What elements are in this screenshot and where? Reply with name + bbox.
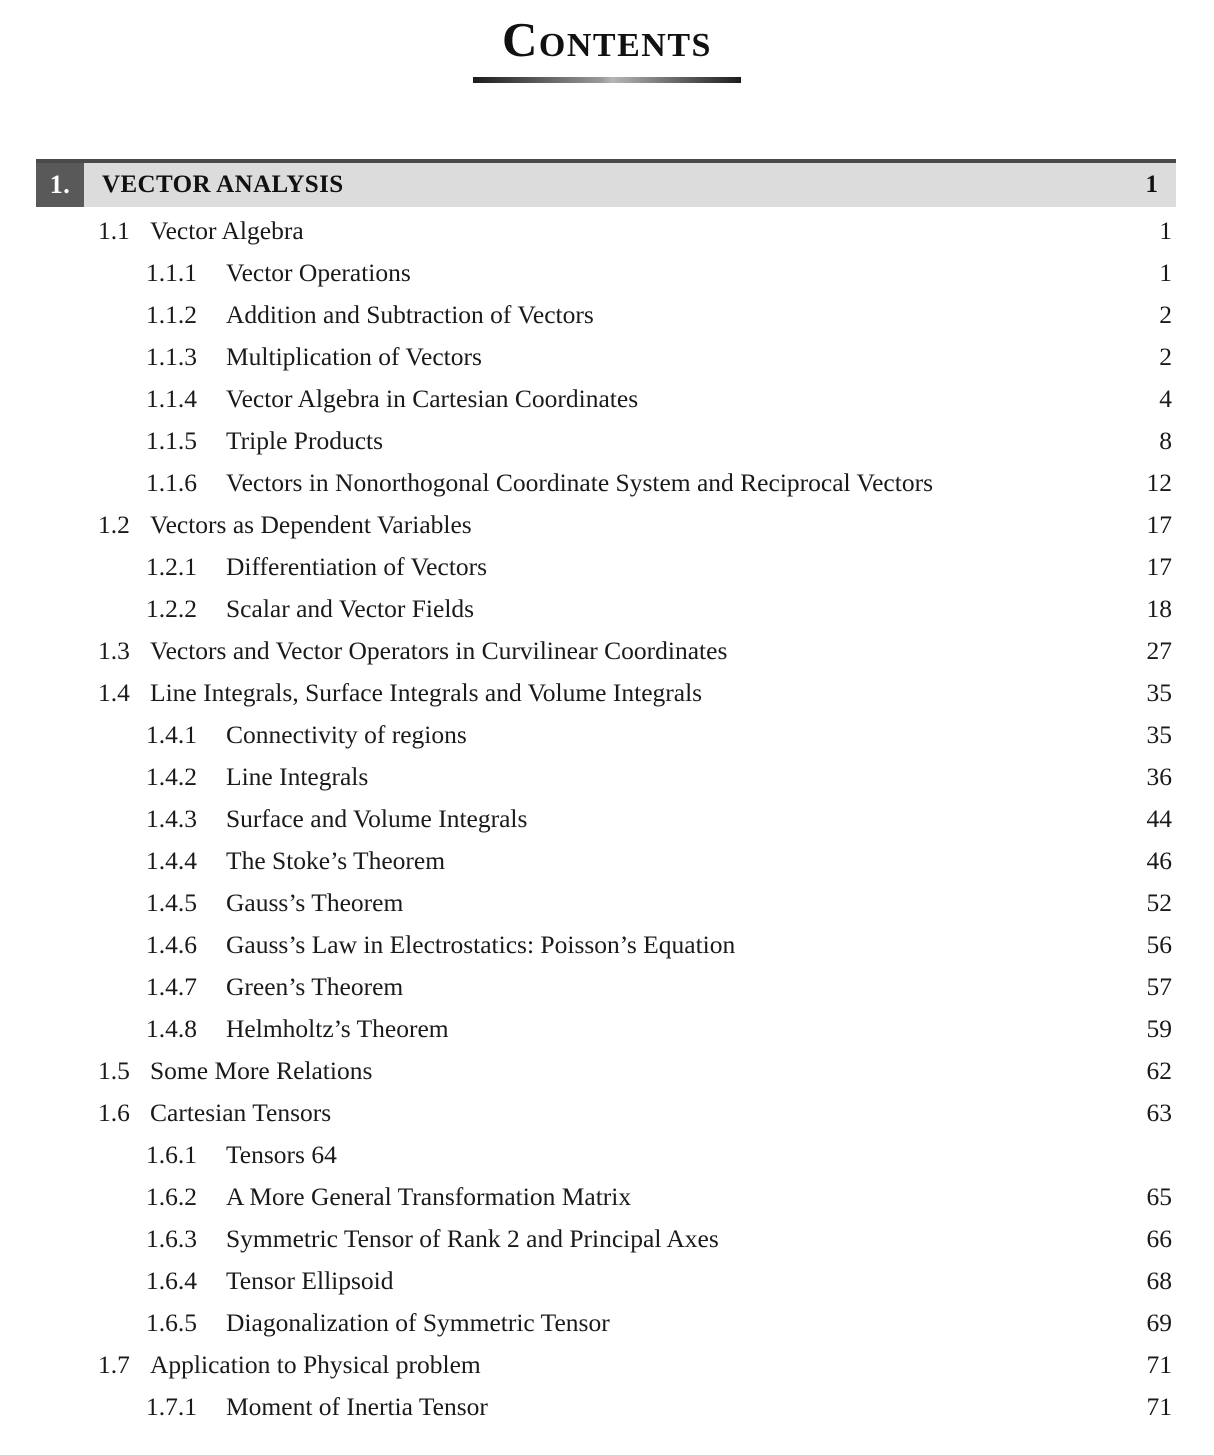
toc-entry-page-number: 2 <box>1159 342 1172 372</box>
toc-entry-title: Surface and Volume Integrals <box>226 804 528 834</box>
toc-entry[interactable] <box>36 846 1176 888</box>
toc-entry-number: 1.6.3 <box>146 1224 197 1254</box>
toc-entry-number: 1.4 <box>98 678 130 708</box>
toc-entry-number: 1.6.1 <box>146 1140 197 1170</box>
toc-entry-title: Vector Algebra <box>150 216 304 246</box>
toc-entry-number: 1.1.1 <box>146 258 197 288</box>
toc-entry-number: 1.4.6 <box>146 930 197 960</box>
toc-entry-title: Some More Relations <box>150 1056 373 1086</box>
toc-entry-page-number: 71 <box>1146 1350 1172 1380</box>
toc-entry-page-number: 65 <box>1146 1182 1172 1212</box>
toc-entry[interactable] <box>36 216 1176 258</box>
toc-entry[interactable] <box>36 426 1176 468</box>
toc-entry-title: Line Integrals, Surface Integrals and Volume Integrals <box>150 678 703 708</box>
toc-entry[interactable] <box>36 762 1176 804</box>
toc-entry-number: 1.5 <box>98 1056 130 1086</box>
toc-entry[interactable] <box>36 300 1176 342</box>
toc-entry-title: Gauss’s Law in Electrostatics: Poisson’s Equation <box>226 930 736 960</box>
toc-entry-page-number: 71 <box>1146 1392 1172 1422</box>
toc-entry-title: Cartesian Tensors <box>150 1098 332 1128</box>
toc-entry[interactable] <box>36 930 1176 972</box>
toc-entry-title: Symmetric Tensor of Rank 2 and Principal Axes <box>226 1224 719 1254</box>
toc-entry-page-number: 12 <box>1146 468 1172 498</box>
toc-entry-title: Moment of Inertia Tensor <box>226 1392 488 1422</box>
toc-entry-page-number: 1 <box>1159 216 1172 246</box>
toc-entry-page-number: 68 <box>1146 1266 1172 1296</box>
toc-entry[interactable] <box>36 510 1176 552</box>
toc-entry-page-number: 27 <box>1146 636 1172 666</box>
toc-entry-page-number: 17 <box>1146 510 1172 540</box>
toc-entry-number: 1.6.4 <box>146 1266 197 1296</box>
toc-entry[interactable] <box>36 1056 1176 1098</box>
toc-entry[interactable] <box>36 258 1176 300</box>
toc-entry-title: Differentiation of Vectors <box>226 552 488 582</box>
chapter-page-number: 1 <box>1145 171 1158 199</box>
toc-entry-title: Diagonalization of Symmetric Tensor <box>226 1308 610 1338</box>
toc-entry-title: Helmholtz’s Theorem <box>226 1014 449 1044</box>
toc-entry[interactable] <box>36 1098 1176 1140</box>
toc-entry-title: Green’s Theorem <box>226 972 404 1002</box>
toc-entry[interactable] <box>36 720 1176 762</box>
toc-entry[interactable] <box>36 342 1176 384</box>
toc-entry-page-number: 36 <box>1146 762 1172 792</box>
toc-entry[interactable] <box>36 1140 1176 1182</box>
chapter-title: VECTOR ANALYSIS <box>102 171 344 199</box>
toc-entry-number: 1.2 <box>98 510 130 540</box>
toc-entry-title: Application to Physical problem <box>150 1350 481 1380</box>
toc-entry-page-number: 35 <box>1146 678 1172 708</box>
toc-entry-page-number: 8 <box>1159 426 1172 456</box>
toc-entry-title: Vectors in Nonorthogonal Coordinate System and Reciprocal Vectors <box>226 468 934 498</box>
chapter-header <box>36 159 1176 207</box>
toc-entry-number: 1.6.5 <box>146 1308 197 1338</box>
toc-entry-number: 1.4.7 <box>146 972 197 1002</box>
toc-entry[interactable] <box>36 804 1176 846</box>
toc-entry[interactable] <box>36 552 1176 594</box>
toc-entry-page-number: 18 <box>1146 594 1172 624</box>
toc-entry-title: Tensors 64 <box>226 1140 337 1170</box>
toc-entry-title: Tensor Ellipsoid <box>226 1266 394 1296</box>
chapter-title-bar[interactable] <box>84 163 1176 207</box>
toc-entry-number: 1.2.1 <box>146 552 197 582</box>
toc-entry-title: Triple Products <box>226 426 384 456</box>
toc-entry-number: 1.7.1 <box>146 1392 197 1422</box>
toc-entry-number: 1.3 <box>98 636 130 666</box>
toc-entry-page-number: 44 <box>1146 804 1172 834</box>
toc-entry-page-number: 2 <box>1159 300 1172 330</box>
toc-entry-number: 1.6.2 <box>146 1182 197 1212</box>
toc-entry-title: Vectors and Vector Operators in Curvilinear Coordinates <box>150 636 728 666</box>
toc-entry-number: 1.2.2 <box>146 594 197 624</box>
toc-entry[interactable] <box>36 1266 1176 1308</box>
toc-entry-number: 1.1.2 <box>146 300 197 330</box>
toc-entry-number: 1.1 <box>98 216 130 246</box>
toc-entry-page-number: 1 <box>1159 258 1172 288</box>
toc-entry-page-number: 4 <box>1159 384 1172 414</box>
toc-entry-number: 1.1.6 <box>146 468 197 498</box>
toc-entry-number: 1.1.3 <box>146 342 197 372</box>
toc-entry-page-number: 57 <box>1146 972 1172 1002</box>
toc-entry[interactable] <box>36 972 1176 1014</box>
toc-entry-number: 1.7 <box>98 1350 130 1380</box>
toc-entry-title: The Stoke’s Theorem <box>226 846 446 876</box>
toc-entry-title: Scalar and Vector Fields <box>226 594 475 624</box>
toc-entry-page-number: 35 <box>1146 720 1172 750</box>
toc-entry[interactable] <box>36 1224 1176 1266</box>
toc-entry-title: A More General Transformation Matrix <box>226 1182 632 1212</box>
toc-entry-number: 1.1.5 <box>146 426 197 456</box>
toc-entry-title: Vector Operations <box>226 258 411 288</box>
toc-entry-title: Vectors as Dependent Variables <box>150 510 472 540</box>
toc-entry-number: 1.1.4 <box>146 384 197 414</box>
toc-entry[interactable] <box>36 1350 1176 1392</box>
toc-entry-number: 1.4.1 <box>146 720 197 750</box>
toc-entry[interactable] <box>36 594 1176 636</box>
toc-entry[interactable] <box>36 636 1176 678</box>
toc-entry-number: 1.6 <box>98 1098 130 1128</box>
toc-entry-number: 1.4.2 <box>146 762 197 792</box>
toc-entry-page-number: 56 <box>1146 930 1172 960</box>
toc-entry-page-number: 63 <box>1146 1098 1172 1128</box>
toc-entry-title: Addition and Subtraction of Vectors <box>226 300 594 330</box>
toc-entry-number: 1.4.5 <box>146 888 197 918</box>
title-underline-rule <box>473 77 741 83</box>
toc-entry-page-number: 59 <box>1146 1014 1172 1044</box>
toc-entry-number: 1.4.3 <box>146 804 197 834</box>
toc-entry-page-number: 69 <box>1146 1308 1172 1338</box>
table-of-contents-list <box>36 207 1176 1434</box>
toc-entry[interactable] <box>36 384 1176 426</box>
toc-entry-title: Connectivity of regions <box>226 720 467 750</box>
toc-entry-page-number: 66 <box>1146 1224 1172 1254</box>
toc-entry-title: Multiplication of Vectors <box>226 342 482 372</box>
toc-entry-title: Line Integrals <box>226 762 369 792</box>
chapter-number-box: 1. <box>36 163 84 207</box>
toc-entry[interactable] <box>36 468 1176 510</box>
toc-entry-page-number: 46 <box>1146 846 1172 876</box>
page-title-block <box>0 0 1214 83</box>
toc-entry[interactable] <box>36 1014 1176 1056</box>
toc-entry-number: 1.4.8 <box>146 1014 197 1044</box>
toc-entry[interactable] <box>36 678 1176 720</box>
toc-entry-page-number: 62 <box>1146 1056 1172 1086</box>
toc-entry-page-number: 52 <box>1146 888 1172 918</box>
toc-entry-page-number: 17 <box>1146 552 1172 582</box>
toc-entry[interactable] <box>36 888 1176 930</box>
toc-entry[interactable] <box>36 1308 1176 1350</box>
toc-entry-title: Vector Algebra in Cartesian Coordinates <box>226 384 639 414</box>
toc-entry-number: 1.4.4 <box>146 846 197 876</box>
toc-entry-title: Gauss’s Theorem <box>226 888 404 918</box>
toc-entry[interactable] <box>36 1182 1176 1224</box>
toc-entry[interactable] <box>36 1392 1176 1434</box>
page-title: Contents <box>502 12 712 67</box>
